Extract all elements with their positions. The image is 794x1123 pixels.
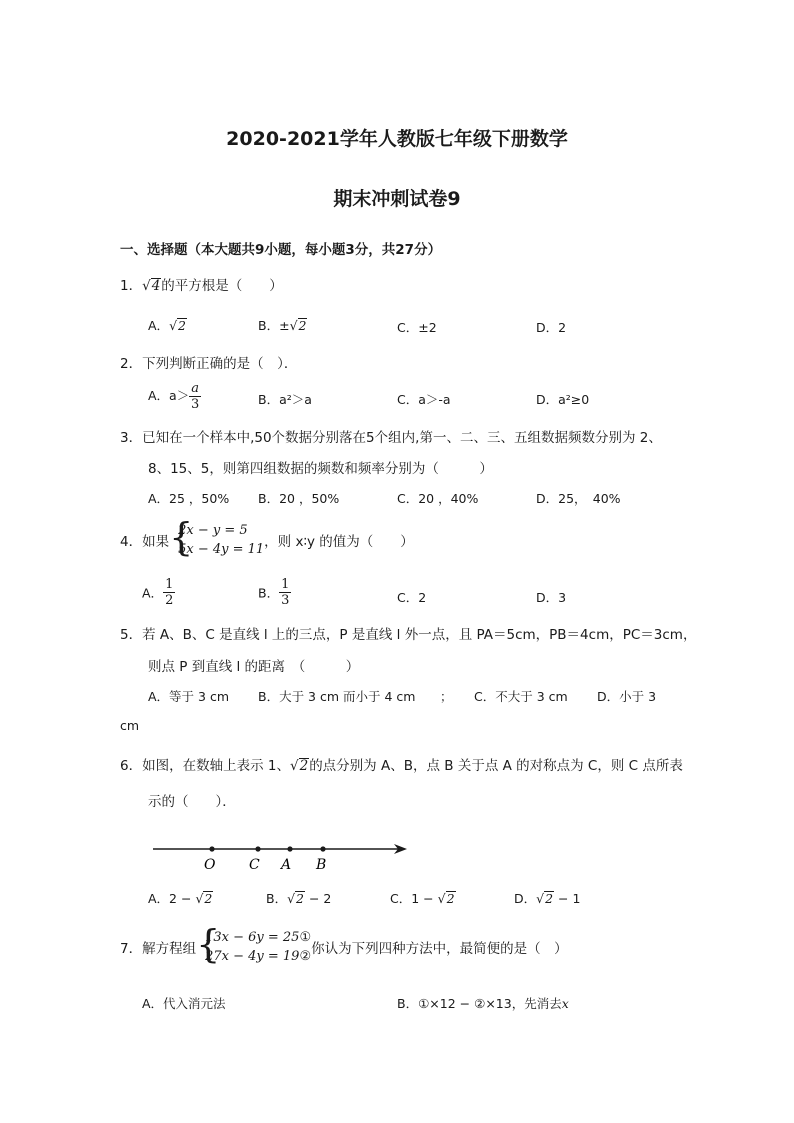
q4-a-numerator: 1 — [165, 577, 174, 592]
q2-a-denominator: 3 — [190, 397, 200, 412]
question-3-line-1: 3．已知在一个样本中,50个数据分别落在5个组内,第一、二、三、五组数据频数分别为 2、 — [120, 430, 662, 446]
q4-b-fraction — [279, 577, 291, 608]
q6-text-a: 6．如图，在数轴上表示 1、 — [120, 758, 290, 774]
label-b: B — [316, 857, 327, 873]
label-o: O — [204, 857, 216, 873]
point-a — [287, 846, 292, 851]
q6-radicand: 2 — [299, 758, 309, 774]
q7-eq2-text: 27x − 4y = 19 — [205, 949, 300, 964]
q3-option-b: B．20 ，50% — [258, 491, 340, 506]
q4-suffix: ，则 x∶y 的值为（ ） — [264, 534, 414, 550]
q5-option-b: B．大于 3 cm 而小于 4 cm — [258, 689, 416, 704]
section-heading: 一、选择题（本大题共9小题，每小题3分，共27分） — [120, 242, 442, 258]
q6-c-radicand: 2 — [446, 891, 455, 906]
title-line-2: 期末冲刺试卷9 — [333, 188, 461, 210]
q4-option-a — [142, 577, 175, 608]
q1-number: 1． — [120, 278, 143, 294]
q7-eq1-mark: ① — [299, 930, 312, 945]
q2-option-a — [148, 381, 201, 412]
q4-equation-2: 5x − 4y = 11 — [178, 542, 265, 557]
q6-d-radicand: 2 — [545, 891, 554, 906]
title-line-1: 2020-2021学年人教版七年级下册数学 — [226, 128, 568, 150]
q2-option-d: D．a²≥0 — [536, 392, 590, 407]
q1-option-d: D．2 — [536, 320, 567, 335]
question-1 — [120, 274, 283, 294]
point-c — [255, 846, 260, 851]
q7-equation-system: { 13x − 6y = 25① 27x − 4y = 19② — [196, 922, 312, 966]
q6-option-d: D．√2 − 1 — [514, 891, 581, 906]
q6-a-radicand: 2 — [204, 891, 213, 906]
q6-option-a: A．2 − √2 — [148, 891, 213, 906]
q7-equation-1 — [205, 928, 311, 947]
q3-option-c: C．20 ，40% — [397, 491, 479, 506]
q6-b-radicand: 2 — [296, 891, 304, 906]
point-b — [320, 846, 325, 851]
q5-option-c: C．不大于 3 cm — [474, 689, 568, 704]
q4-a-denominator: 2 — [165, 593, 174, 608]
q6-text-b: 的点分别为 A、B，点 B 关于点 A 的对称点为 C，则 C 点所表 — [309, 758, 683, 774]
q5-option-d-wrap: cm — [120, 718, 140, 733]
q1-option-a: A．√2 — [148, 318, 186, 333]
q7-b-mid: ×12 − — [429, 996, 475, 1011]
q3-option-d: D．25， 40% — [536, 491, 621, 506]
number-line-figure — [150, 838, 412, 874]
q6-d-post: − 1 — [554, 891, 581, 906]
q1-a-radicand: 2 — [178, 318, 186, 333]
q5-option-semicolon: ； — [440, 689, 453, 704]
q4-a-fraction — [163, 577, 175, 608]
q4-equation-1: 2x − y = 5 — [178, 523, 248, 538]
q4-a-label: A． — [142, 585, 164, 601]
q4-prefix: 4．如果 — [120, 534, 170, 550]
q6-option-b: B．√2 − 2 — [266, 891, 332, 906]
q6-c-pre: C．1 − — [390, 891, 438, 906]
question-6-line-2: 示的（ ）． — [148, 794, 236, 810]
q6-a-pre: A．2 − — [148, 891, 196, 906]
q5-option-a: A．等于 3 cm — [148, 689, 229, 704]
q3-option-a: A．25 ，50% — [148, 491, 230, 506]
q7-eq1-text: 13x − 6y = 25 — [205, 930, 300, 945]
q6-d-pre: D． — [514, 891, 537, 906]
q1-text: 的平方根是（ ） — [161, 278, 283, 294]
question-5-line-1: 5．若 A、B、C 是直线 l 上的三点，P 是直线 l 外一点，且 PA＝5cm，PB＝4cm，PC＝3cm， — [120, 627, 697, 643]
q7-suffix: 你认为下列四种方法中，最简便的是（ ） — [311, 941, 568, 957]
q7-b-post: ×13，先消去 — [485, 996, 562, 1011]
q4-b-numerator: 1 — [281, 577, 290, 592]
q7-b-variable: x — [561, 996, 569, 1011]
question-2: 2．下列判断正确的是（ ）． — [120, 356, 298, 372]
q2-option-c: C．a＞-a — [397, 392, 451, 407]
q7-eq2-mark: ② — [299, 949, 312, 964]
question-5-line-2: 则点 P 到直线 l 的距离 （ ） — [148, 659, 360, 675]
q4-option-b — [258, 577, 291, 608]
point-o — [209, 846, 214, 851]
q6-option-c: C．1 − √2 — [390, 891, 455, 906]
q4-equation-system: { 2x − y = 5 5x − 4y = 11 — [169, 515, 265, 559]
q1-b-label: B．± — [258, 318, 290, 333]
q7-b-pre: B． — [397, 996, 419, 1011]
q2-a-numerator: a — [191, 381, 199, 396]
q7-b-circle-2: ② — [474, 996, 486, 1011]
q7-prefix: 7．解方程组 — [120, 941, 197, 957]
q5-option-d: D．小于 3 — [597, 689, 657, 704]
q4-b-denominator: 3 — [281, 593, 290, 608]
q7-b-circle-1: ① — [418, 996, 430, 1011]
q1-radical: √4 — [142, 278, 161, 294]
q4-option-d: D．3 — [536, 590, 567, 605]
q1-option-b: B．±√2 — [258, 318, 307, 333]
q2-a-label: A．a＞ — [148, 388, 190, 403]
question-7 — [120, 922, 568, 966]
q4-b-label: B． — [258, 585, 280, 601]
label-c: C — [249, 857, 260, 873]
q1-b-radicand: 2 — [298, 318, 307, 333]
question-6-line-1: 6．如图，在数轴上表示 1、√2的点分别为 A、B，点 B 关于点 A 的对称点为 C，则 C 点所表 — [120, 758, 683, 774]
q6-b-post: − 2 — [305, 891, 332, 906]
q6-b-pre: B． — [266, 891, 288, 906]
question-4 — [120, 515, 414, 559]
q7-equation-2 — [205, 947, 311, 966]
q7-option-a: A．代入消元法 — [142, 996, 226, 1011]
q1-radicand: 4 — [151, 278, 161, 294]
q2-a-fraction — [189, 381, 201, 412]
q2-option-b: B．a²＞a — [258, 392, 312, 407]
q1-option-c: C．±2 — [397, 320, 437, 335]
q4-option-c: C．2 — [397, 590, 427, 605]
question-3-line-2: 8、15、5，则第四组数据的频数和频率分别为（ ） — [148, 461, 493, 477]
label-a: A — [281, 857, 292, 873]
q1-a-label: A． — [148, 318, 170, 333]
q7-option-b — [397, 994, 569, 1012]
